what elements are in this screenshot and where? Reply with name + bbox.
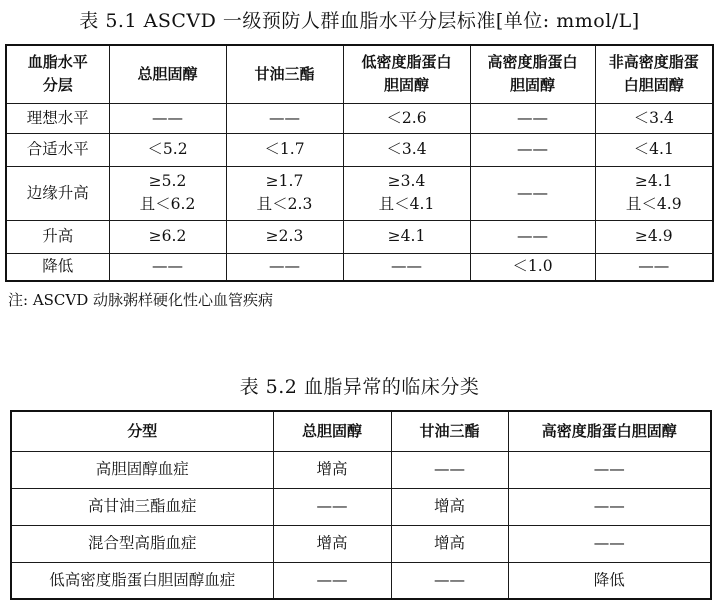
table-cell bbox=[595, 103, 713, 133]
row-label: 升高 bbox=[6, 220, 109, 253]
table-cell bbox=[343, 103, 470, 133]
cell-line: —— bbox=[517, 227, 548, 245]
table-cell bbox=[470, 253, 595, 281]
row-label: 降低 bbox=[6, 253, 109, 281]
cell-line: 血脂水平 bbox=[27, 53, 88, 72]
table-cell bbox=[595, 253, 713, 281]
cell-line: 且＜4.9 bbox=[625, 195, 682, 213]
table2-caption: 表 5.2 血脂异常的临床分类 bbox=[239, 376, 480, 398]
table-row bbox=[6, 220, 713, 253]
table-cell bbox=[226, 103, 343, 133]
table-cell bbox=[226, 253, 343, 281]
table-row bbox=[6, 253, 713, 281]
table-row bbox=[11, 525, 711, 562]
cell-line: ≥4.1 bbox=[387, 227, 426, 245]
table2-header-cell: 总胆固醇 bbox=[273, 411, 391, 451]
table-cell bbox=[226, 133, 343, 166]
table-row bbox=[6, 133, 713, 166]
cell-line: 白胆固醇 bbox=[623, 76, 684, 95]
table1-header-cell bbox=[109, 45, 226, 103]
table1-header-cell bbox=[6, 45, 109, 103]
table-cell bbox=[343, 166, 470, 220]
cell-line: 分层 bbox=[42, 76, 73, 95]
cell-line: —— bbox=[152, 108, 183, 127]
cell-line: ＜4.1 bbox=[633, 140, 674, 158]
cell-line: 且＜4.1 bbox=[378, 195, 435, 213]
table-row bbox=[6, 166, 713, 220]
cell-line: 低密度脂蛋白 bbox=[361, 53, 452, 72]
table-cell bbox=[109, 133, 226, 166]
cell-line: ≥3.4 bbox=[387, 172, 426, 190]
table-cell: 降低 bbox=[508, 562, 711, 599]
cell-line: ≥4.9 bbox=[634, 227, 673, 245]
table-cell bbox=[595, 220, 713, 253]
row-label: 边缘升高 bbox=[6, 166, 109, 220]
table-cell: —— bbox=[273, 488, 391, 525]
table1-header-cell bbox=[226, 45, 343, 103]
table2-header-row bbox=[11, 411, 711, 451]
row-label: 高甘油三酯血症 bbox=[11, 488, 273, 525]
cell-line: ≥1.7 bbox=[265, 172, 304, 190]
cell-line: ＜1.7 bbox=[264, 140, 305, 158]
table-cell bbox=[109, 253, 226, 281]
table2-header-cell: 甘油三酯 bbox=[391, 411, 508, 451]
cell-line: ＜5.2 bbox=[147, 140, 188, 158]
table1-caption: 表 5.1 ASCVD 一级预防人群血脂水平分层标准[单位: mmol/L] bbox=[79, 10, 640, 32]
cell-line: 且＜2.3 bbox=[256, 195, 313, 213]
cell-line: —— bbox=[517, 108, 548, 127]
cell-line: 总胆固醇 bbox=[137, 64, 198, 83]
row-label: 高胆固醇血症 bbox=[11, 451, 273, 488]
table1-header-cell bbox=[470, 45, 595, 103]
table-cell: —— bbox=[508, 525, 711, 562]
dyslipidemia-classification-table bbox=[10, 410, 712, 600]
table-cell bbox=[470, 166, 595, 220]
table1-header-cell bbox=[595, 45, 713, 103]
table-cell bbox=[226, 220, 343, 253]
cell-line: 高密度脂蛋白 bbox=[487, 53, 578, 72]
cell-line: ＜3.4 bbox=[633, 108, 674, 127]
cell-line: ＜2.6 bbox=[386, 108, 427, 127]
table-row bbox=[11, 451, 711, 488]
table-cell bbox=[595, 133, 713, 166]
table-cell bbox=[343, 133, 470, 166]
table-cell bbox=[109, 103, 226, 133]
cell-line: —— bbox=[638, 257, 670, 276]
table2-header-cell: 分型 bbox=[11, 411, 273, 451]
table-cell bbox=[470, 133, 595, 166]
row-label: 理想水平 bbox=[6, 103, 109, 133]
table2-header-cell: 高密度脂蛋白胆固醇 bbox=[508, 411, 711, 451]
table-cell bbox=[470, 103, 595, 133]
table-cell: 增高 bbox=[273, 451, 391, 488]
lipid-stratification-table bbox=[5, 44, 714, 282]
table-row bbox=[6, 103, 713, 133]
table-cell: —— bbox=[508, 488, 711, 525]
table-row bbox=[11, 488, 711, 525]
cell-line: 非高密度脂蛋 bbox=[608, 53, 699, 72]
cell-line: —— bbox=[269, 257, 300, 276]
row-label: 低高密度脂蛋白胆固醇血症 bbox=[11, 562, 273, 599]
table-cell: —— bbox=[273, 562, 391, 599]
cell-line: —— bbox=[517, 183, 548, 202]
table-cell bbox=[470, 220, 595, 253]
table-cell bbox=[109, 166, 226, 220]
cell-line: ＜1.0 bbox=[512, 257, 553, 276]
cell-line: ≥6.2 bbox=[148, 227, 187, 245]
row-label: 混合型高脂血症 bbox=[11, 525, 273, 562]
table-cell: 增高 bbox=[391, 488, 508, 525]
table-cell bbox=[343, 253, 470, 281]
table-cell: —— bbox=[391, 451, 508, 488]
table-cell: 增高 bbox=[391, 525, 508, 562]
cell-line: 甘油三酯 bbox=[254, 64, 315, 83]
table1-header-row bbox=[6, 45, 713, 103]
cell-line: ≥5.2 bbox=[148, 172, 187, 190]
cell-line: —— bbox=[517, 140, 548, 158]
table-cell bbox=[226, 166, 343, 220]
cell-line: —— bbox=[152, 257, 183, 276]
cell-line: —— bbox=[391, 257, 422, 276]
cell-line: 胆固醇 bbox=[383, 76, 429, 95]
table-cell: 增高 bbox=[273, 525, 391, 562]
table-cell bbox=[595, 166, 713, 220]
table-cell bbox=[343, 220, 470, 253]
cell-line: 且＜6.2 bbox=[139, 195, 196, 213]
table1-header-cell bbox=[343, 45, 470, 103]
table-row bbox=[11, 562, 711, 599]
cell-line: ＜3.4 bbox=[386, 140, 427, 158]
table-cell: —— bbox=[391, 562, 508, 599]
table1-note: 注: ASCVD 动脉粥样硬化性心血管疾病 bbox=[8, 291, 274, 309]
table-cell bbox=[109, 220, 226, 253]
cell-line: ≥4.1 bbox=[634, 172, 673, 190]
table-cell: —— bbox=[508, 451, 711, 488]
row-label: 合适水平 bbox=[6, 133, 109, 166]
cell-line: 胆固醇 bbox=[509, 76, 555, 95]
cell-line: —— bbox=[269, 108, 300, 127]
cell-line: ≥2.3 bbox=[265, 227, 304, 245]
